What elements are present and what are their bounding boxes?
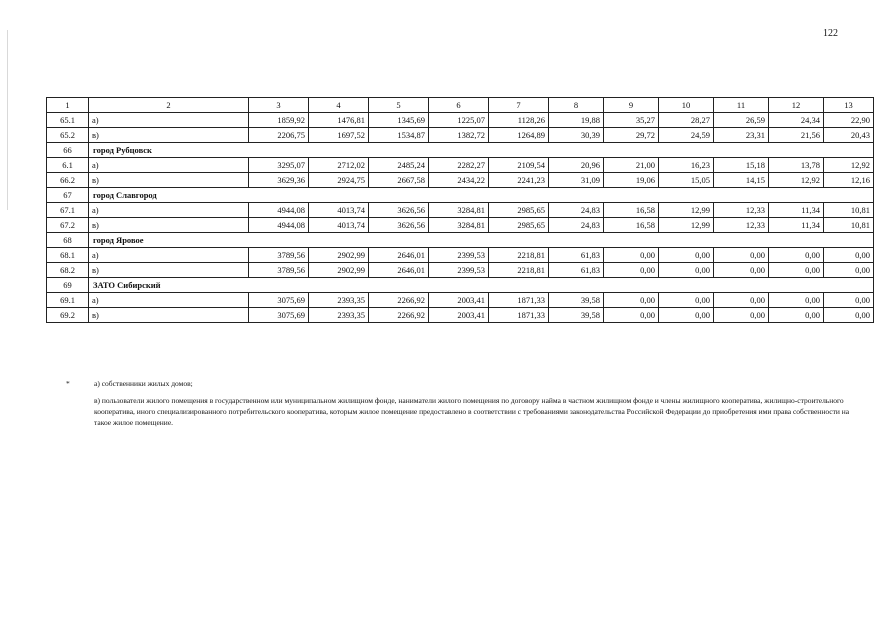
value-cell: 2985,65: [489, 203, 549, 218]
row-index: 65.1: [47, 113, 89, 128]
column-number-header: 12: [769, 98, 824, 113]
table-row: [47, 248, 874, 263]
value-cell: 2206,75: [249, 128, 309, 143]
column-number-header: 8: [549, 98, 604, 113]
footnote-mark: *: [66, 379, 70, 388]
value-cell: 2646,01: [369, 263, 429, 278]
value-cell: 0,00: [714, 263, 769, 278]
value-cell: 14,15: [714, 173, 769, 188]
value-cell: 1871,33: [489, 293, 549, 308]
consumer-category: в): [89, 308, 249, 323]
value-cell: 39,58: [549, 308, 604, 323]
column-number-header: 11: [714, 98, 769, 113]
municipality-name: город Рубцовск: [89, 143, 874, 158]
value-cell: 24,59: [659, 128, 714, 143]
row-index: 67.1: [47, 203, 89, 218]
value-cell: 11,34: [769, 218, 824, 233]
value-cell: 0,00: [604, 248, 659, 263]
value-cell: 11,34: [769, 203, 824, 218]
value-cell: 28,27: [659, 113, 714, 128]
value-cell: 12,92: [824, 158, 874, 173]
municipality-name: город Славгород: [89, 188, 874, 203]
value-cell: 3789,56: [249, 263, 309, 278]
value-cell: 13,78: [769, 158, 824, 173]
row-index: 6.1: [47, 158, 89, 173]
value-cell: 2282,27: [429, 158, 489, 173]
consumer-category: а): [89, 203, 249, 218]
value-cell: 2003,41: [429, 293, 489, 308]
value-cell: 2399,53: [429, 263, 489, 278]
value-cell: 0,00: [659, 263, 714, 278]
value-cell: 2399,53: [429, 248, 489, 263]
value-cell: 2393,35: [309, 308, 369, 323]
value-cell: 61,83: [549, 263, 604, 278]
value-cell: 0,00: [659, 248, 714, 263]
value-cell: 0,00: [824, 248, 874, 263]
footnotes: [66, 378, 866, 428]
value-cell: 12,99: [659, 203, 714, 218]
value-cell: 31,09: [549, 173, 604, 188]
value-cell: 2902,99: [309, 263, 369, 278]
column-number-header: 7: [489, 98, 549, 113]
value-cell: 24,83: [549, 218, 604, 233]
row-index: 69: [47, 278, 89, 293]
value-cell: 12,33: [714, 203, 769, 218]
row-index: 67.2: [47, 218, 89, 233]
value-cell: 3284,81: [429, 218, 489, 233]
value-cell: 12,92: [769, 173, 824, 188]
municipality-header-row: [47, 278, 874, 293]
consumer-category: в): [89, 128, 249, 143]
value-cell: 1345,69: [369, 113, 429, 128]
value-cell: 35,27: [604, 113, 659, 128]
value-cell: 1871,33: [489, 308, 549, 323]
value-cell: 19,06: [604, 173, 659, 188]
value-cell: 2241,23: [489, 173, 549, 188]
column-number-header: 2: [89, 98, 249, 113]
value-cell: 10,81: [824, 203, 874, 218]
column-number-header: 9: [604, 98, 659, 113]
municipality-name: город Яровое: [89, 233, 874, 248]
value-cell: 16,23: [659, 158, 714, 173]
column-number-header: 13: [824, 98, 874, 113]
value-cell: 2266,92: [369, 308, 429, 323]
value-cell: 2924,75: [309, 173, 369, 188]
value-cell: 2109,54: [489, 158, 549, 173]
value-cell: 2393,35: [309, 293, 369, 308]
value-cell: 1476,81: [309, 113, 369, 128]
value-cell: 2218,81: [489, 263, 549, 278]
value-cell: 2985,65: [489, 218, 549, 233]
value-cell: 2712,02: [309, 158, 369, 173]
value-cell: 4944,08: [249, 203, 309, 218]
footnote-v: в) пользователи жилого помещения в государственном или муниципальном жилищном фонде, наниматели жилого помещения по договору найма в частном жилищном фонде и члены жилищного кооператива, жилищно-строительного кооператива, иного специализированного потребительского кооператива, которым жилое помещение предоставлено в соответствии с требованиями законодательства Российской Федерации до приобретения ими права собственности на такое жилое помещение.: [94, 396, 850, 427]
municipality-name: ЗАТО Сибирский: [89, 278, 874, 293]
value-cell: 24,83: [549, 203, 604, 218]
consumer-category: а): [89, 248, 249, 263]
row-index: 69.2: [47, 308, 89, 323]
value-cell: 1225,07: [429, 113, 489, 128]
page-number: 122: [823, 28, 838, 39]
value-cell: 3629,36: [249, 173, 309, 188]
value-cell: 0,00: [659, 308, 714, 323]
scan-edge-line: [7, 30, 8, 210]
value-cell: 0,00: [824, 293, 874, 308]
value-cell: 0,00: [604, 293, 659, 308]
consumer-category: в): [89, 263, 249, 278]
value-cell: 23,31: [714, 128, 769, 143]
value-cell: 21,00: [604, 158, 659, 173]
row-index: 68: [47, 233, 89, 248]
value-cell: 24,34: [769, 113, 824, 128]
value-cell: 4944,08: [249, 218, 309, 233]
row-index: 68.2: [47, 263, 89, 278]
value-cell: 3295,07: [249, 158, 309, 173]
consumer-category: а): [89, 113, 249, 128]
value-cell: 0,00: [769, 248, 824, 263]
value-cell: 3075,69: [249, 308, 309, 323]
column-number-row: [47, 98, 874, 113]
value-cell: 61,83: [549, 248, 604, 263]
value-cell: 1128,26: [489, 113, 549, 128]
value-cell: 16,58: [604, 218, 659, 233]
value-cell: 4013,74: [309, 203, 369, 218]
municipality-header-row: [47, 233, 874, 248]
table-row: [47, 308, 874, 323]
row-index: 65.2: [47, 128, 89, 143]
value-cell: 0,00: [769, 308, 824, 323]
value-cell: 0,00: [769, 263, 824, 278]
value-cell: 3789,56: [249, 248, 309, 263]
value-cell: 15,18: [714, 158, 769, 173]
value-cell: 0,00: [604, 263, 659, 278]
value-cell: 2667,58: [369, 173, 429, 188]
row-index: 66: [47, 143, 89, 158]
column-number-header: 4: [309, 98, 369, 113]
table-row: [47, 263, 874, 278]
consumer-category: в): [89, 218, 249, 233]
value-cell: 15,05: [659, 173, 714, 188]
value-cell: 12,33: [714, 218, 769, 233]
value-cell: 2434,22: [429, 173, 489, 188]
value-cell: 3626,56: [369, 218, 429, 233]
consumer-category: а): [89, 158, 249, 173]
table-row: [47, 173, 874, 188]
value-cell: 1534,87: [369, 128, 429, 143]
value-cell: 1697,52: [309, 128, 369, 143]
column-number-header: 10: [659, 98, 714, 113]
table-row: [47, 128, 874, 143]
value-cell: 0,00: [714, 293, 769, 308]
value-cell: 4013,74: [309, 218, 369, 233]
value-cell: 29,72: [604, 128, 659, 143]
value-cell: 22,90: [824, 113, 874, 128]
row-index: 69.1: [47, 293, 89, 308]
value-cell: 1382,72: [429, 128, 489, 143]
table-row: [47, 293, 874, 308]
row-index: 68.1: [47, 248, 89, 263]
consumer-category: в): [89, 173, 249, 188]
value-cell: 12,16: [824, 173, 874, 188]
value-cell: 20,96: [549, 158, 604, 173]
row-index: 66.2: [47, 173, 89, 188]
table-row: [47, 203, 874, 218]
table-row: [47, 113, 874, 128]
value-cell: 0,00: [824, 308, 874, 323]
value-cell: 30,39: [549, 128, 604, 143]
value-cell: 20,43: [824, 128, 874, 143]
value-cell: 2485,24: [369, 158, 429, 173]
tariff-table: [46, 97, 874, 323]
value-cell: 12,99: [659, 218, 714, 233]
municipality-header-row: [47, 143, 874, 158]
value-cell: 0,00: [769, 293, 824, 308]
value-cell: 3626,56: [369, 203, 429, 218]
value-cell: 26,59: [714, 113, 769, 128]
value-cell: 0,00: [604, 308, 659, 323]
column-number-header: 5: [369, 98, 429, 113]
value-cell: 39,58: [549, 293, 604, 308]
value-cell: 3075,69: [249, 293, 309, 308]
value-cell: 1859,92: [249, 113, 309, 128]
value-cell: 0,00: [714, 308, 769, 323]
column-number-header: 1: [47, 98, 89, 113]
table-row: [47, 158, 874, 173]
footnote-a: а) собственники жилых домов;: [94, 379, 193, 388]
value-cell: 2266,92: [369, 293, 429, 308]
value-cell: 1264,89: [489, 128, 549, 143]
value-cell: 16,58: [604, 203, 659, 218]
row-index: 67: [47, 188, 89, 203]
column-number-header: 6: [429, 98, 489, 113]
value-cell: 19,88: [549, 113, 604, 128]
municipality-header-row: [47, 188, 874, 203]
value-cell: 0,00: [659, 293, 714, 308]
column-number-header: 3: [249, 98, 309, 113]
value-cell: 10,81: [824, 218, 874, 233]
value-cell: 0,00: [714, 248, 769, 263]
value-cell: 2902,99: [309, 248, 369, 263]
value-cell: 21,56: [769, 128, 824, 143]
value-cell: 2646,01: [369, 248, 429, 263]
value-cell: 0,00: [824, 263, 874, 278]
table-row: [47, 218, 874, 233]
value-cell: 3284,81: [429, 203, 489, 218]
consumer-category: а): [89, 293, 249, 308]
value-cell: 2003,41: [429, 308, 489, 323]
value-cell: 2218,81: [489, 248, 549, 263]
